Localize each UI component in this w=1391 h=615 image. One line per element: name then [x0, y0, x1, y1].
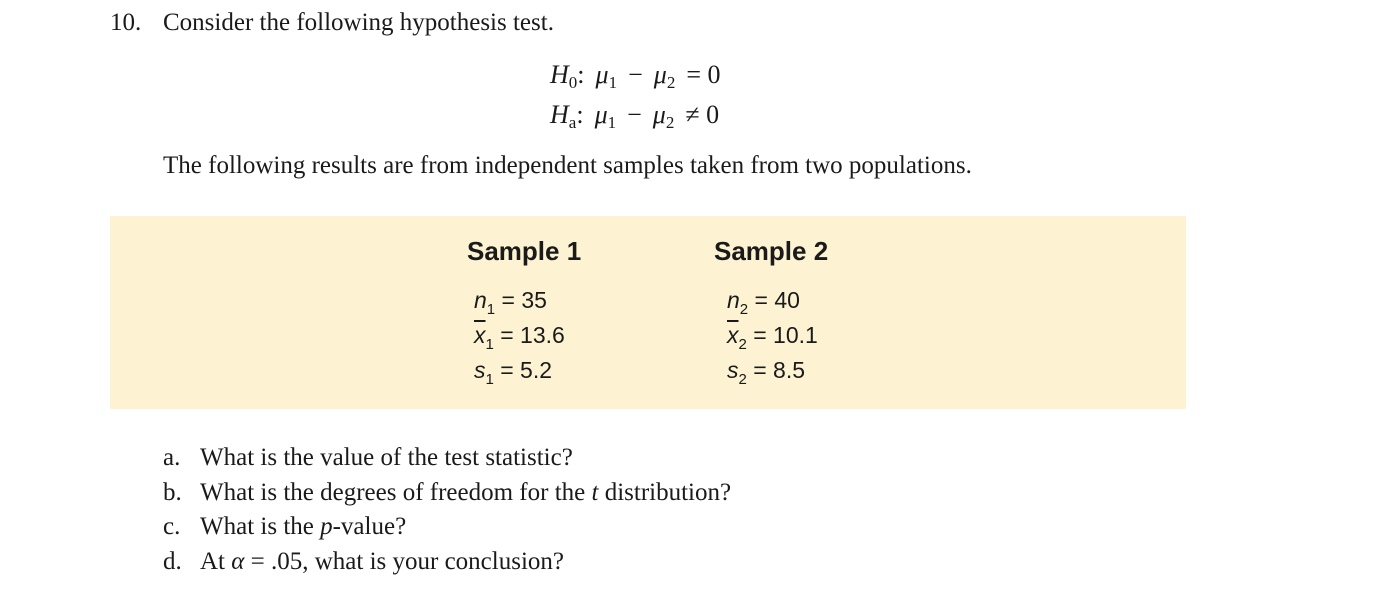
problem-number: 10.: [110, 9, 142, 36]
sample-1-sd-value: = 5.2: [500, 357, 553, 383]
null-mu-2-sub: 2: [666, 73, 676, 92]
sample-1-n-value: = 35: [501, 287, 547, 313]
sample-1-sd: [474, 355, 553, 388]
sample-2-xbar-sub: 2: [738, 336, 747, 353]
sample-1-s-var: s: [474, 357, 486, 383]
intro-text: The following results are from independent samples taken from two populations.: [163, 152, 972, 179]
question-d-text-before: At: [200, 547, 232, 575]
question-c-text-before: What is the: [200, 513, 321, 540]
question-list: [163, 441, 731, 579]
null-colon: :: [577, 60, 585, 89]
null-h-symbol: H: [550, 60, 569, 89]
question-d-text-after: = .05, what is your conclusion?: [244, 547, 564, 575]
question-a-text: What is the value of the test statistic?: [200, 444, 573, 471]
question-d-emph: α: [231, 547, 245, 575]
alt-mu-2: μ: [652, 100, 666, 129]
sample-2-xbar-var: $\overline{x}$: [727, 322, 739, 348]
question-b-text-after: distribution?: [598, 478, 732, 506]
sample-2-s-sub: 2: [738, 371, 747, 388]
sample-1-s-sub: 1: [485, 371, 494, 388]
alt-colon: :: [576, 100, 584, 129]
question-b-letter: b.: [163, 478, 182, 506]
question-d-letter: d.: [163, 547, 182, 575]
question-d: [163, 545, 731, 580]
sample-2-n-value: = 40: [754, 287, 800, 313]
null-mu-1-sub: 1: [608, 73, 618, 92]
sample-1-mean: [474, 320, 565, 353]
sample-1-xbar-sub: 1: [485, 336, 494, 353]
problem-prompt: Consider the following hypothesis test.: [163, 9, 554, 36]
sample-2-s-var: s: [727, 357, 739, 383]
sample-1-n-var: n: [474, 287, 487, 313]
alt-mu-1: μ: [594, 100, 608, 129]
question-c-emph: p: [320, 513, 333, 540]
sample-2-n-sub: 2: [739, 301, 749, 318]
null-minus: −: [628, 60, 643, 89]
sample-2-mean-value: = 10.1: [753, 322, 818, 348]
alt-h-subscript: a: [568, 113, 577, 132]
sample-1-header: Sample 1: [467, 236, 582, 266]
sample-2-size: [727, 285, 800, 318]
alternative-hypothesis: [550, 98, 719, 132]
question-b: [163, 476, 731, 511]
sample-2-mean: [727, 320, 818, 353]
null-relation: = 0: [686, 60, 721, 89]
null-hypothesis: [550, 58, 720, 92]
question-c: [163, 510, 731, 545]
alt-mu-2-sub: 2: [665, 113, 675, 132]
null-h-subscript: 0: [568, 73, 578, 92]
sample-2-n-var: n: [727, 287, 740, 313]
sample-1-size: [474, 285, 547, 318]
sample-data-box: [110, 216, 1186, 409]
sample-2-sd: [727, 355, 806, 388]
null-mu-2: μ: [653, 60, 667, 89]
sample-2-sd-value: = 8.5: [753, 357, 806, 383]
question-c-text-after: -value?: [332, 513, 407, 540]
alt-minus: −: [627, 100, 642, 129]
null-mu-1: μ: [595, 60, 609, 89]
sample-1-n-sub: 1: [486, 301, 496, 318]
sample-2-header: Sample 2: [714, 236, 829, 266]
sample-1-mean-value: = 13.6: [500, 322, 565, 348]
alt-h-symbol: H: [550, 100, 569, 129]
question-b-emph: t: [591, 478, 599, 506]
question-a-letter: a.: [163, 444, 181, 471]
question-c-letter: c.: [163, 513, 181, 540]
alt-relation: ≠ 0: [685, 100, 720, 129]
problem-statement: [110, 6, 554, 40]
sample-1-xbar-var: $\overline{x}$: [474, 322, 486, 348]
question-b-text-before: What is the degrees of freedom for the: [200, 478, 592, 506]
question-a: [163, 441, 731, 476]
alt-mu-1-sub: 1: [607, 113, 617, 132]
